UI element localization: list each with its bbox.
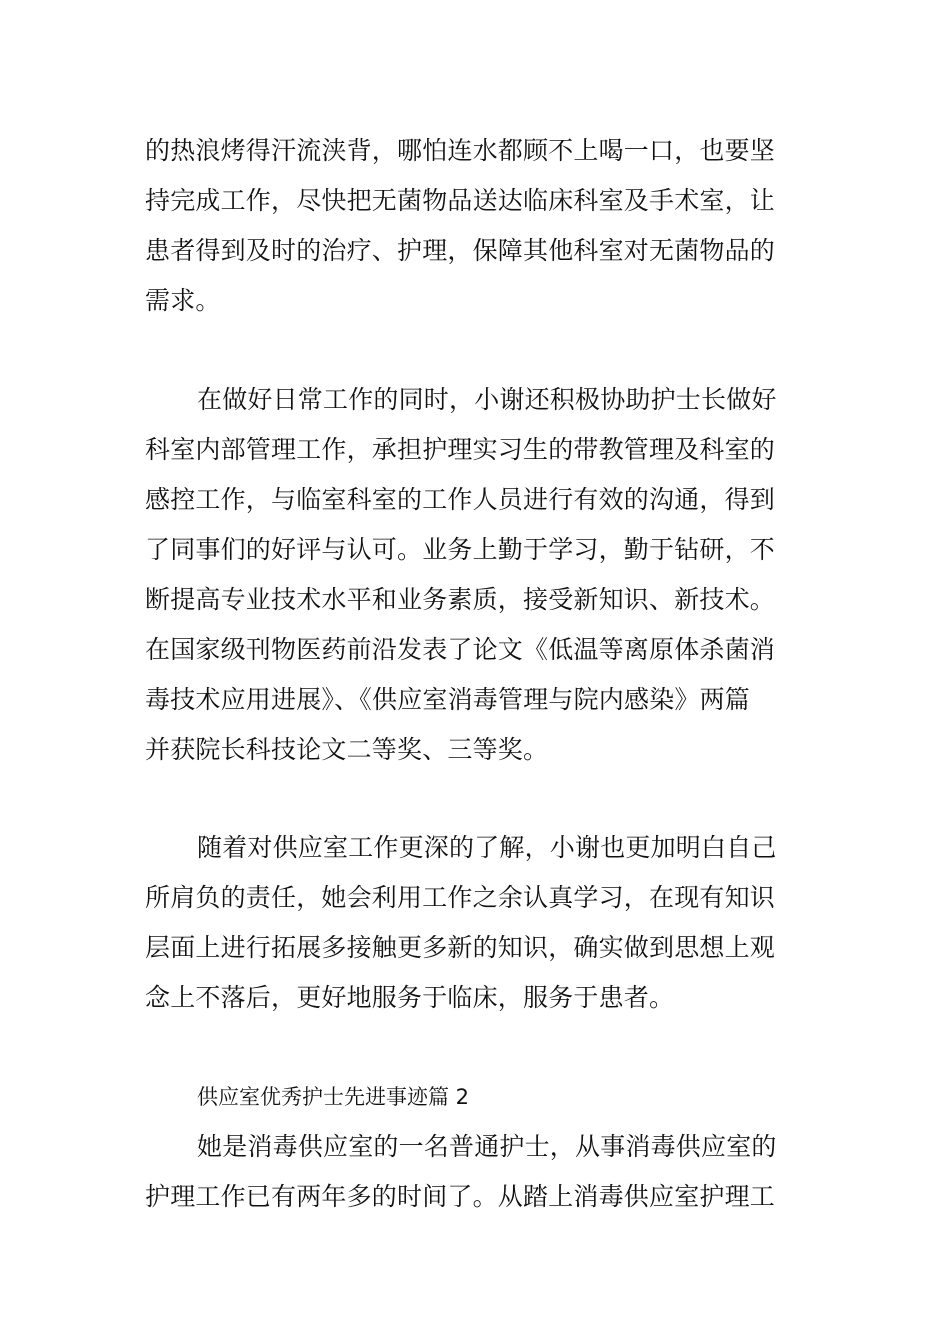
paragraph-3-line-3: 层面上进行拓展多接触更多新的知识，确实做到思想上观 <box>145 933 776 962</box>
paragraph-3-line-4: 念上不落后，更好地服务于临床，服务于患者。 <box>145 983 675 1012</box>
paragraph-2-line-6: 在国家级刊物医药前沿发表了论文《低温等离原体杀菌消 <box>145 635 776 664</box>
paragraph-1-line-4: 需求。 <box>145 286 221 315</box>
paragraph-2-line-4: 了同事们的好评与认可。业务上勤于学习，勤于钻研，不 <box>145 535 776 564</box>
paragraph-2-line-7: 毒技术应用进展》、《供应室消毒管理与院内感染》两篇 <box>145 685 751 714</box>
section-heading: 供应室优秀护士先进事迹篇 2 <box>197 1085 470 1109</box>
paragraph-4-line-2: 护理工作已有两年多的时间了。从踏上消毒供应室护理工 <box>145 1182 776 1211</box>
paragraph-4-line-1: 她是消毒供应室的一名普通护士，从事消毒供应室的 <box>197 1132 777 1161</box>
paragraph-3-line-2: 所肩负的责任，她会利用工作之余认真学习，在现有知识 <box>145 883 776 912</box>
paragraph-2-line-8: 并获院长科技论文二等奖、三等奖。 <box>145 735 549 764</box>
paragraph-1-line-1: 的热浪烤得汗流浃背，哪怕连水都顾不上喝一口，也要坚 <box>145 136 776 165</box>
paragraph-1-line-2: 持完成工作，尽快把无菌物品送达临床科室及手术室，让 <box>145 186 776 215</box>
paragraph-2-line-3: 感控工作，与临室科室的工作人员进行有效的沟通，得到 <box>145 485 776 514</box>
paragraph-2-line-2: 科室内部管理工作，承担护理实习生的带教管理及科室的 <box>145 435 776 464</box>
paragraph-2-line-5: 断提高专业技术水平和业务素质，接受新知识、新技术。 <box>145 585 776 614</box>
paragraph-2-line-1: 在做好日常工作的同时，小谢还积极协助护士长做好 <box>197 385 777 414</box>
paragraph-1-line-3: 患者得到及时的治疗、护理，保障其他科室对无菌物品的 <box>145 236 776 265</box>
paragraph-3-line-1: 随着对供应室工作更深的了解，小谢也更加明白自己 <box>197 833 777 862</box>
